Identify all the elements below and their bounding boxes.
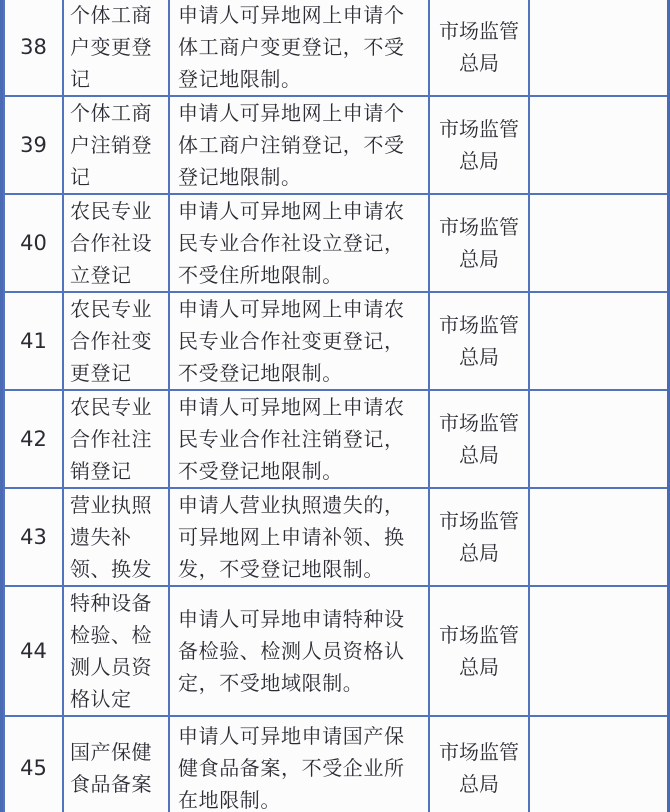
responsible-department: 市场监管总局 (439, 313, 519, 369)
table-row (4, 716, 668, 812)
row-number: 45 (4, 716, 63, 812)
table-row (4, 586, 668, 716)
table-row (4, 0, 668, 96)
responsible-department: 市场监管总局 (439, 117, 519, 173)
table-row (4, 194, 668, 292)
empty-cell (529, 586, 668, 716)
table-row (4, 96, 668, 194)
empty-cell (529, 194, 668, 292)
item-description: 申请人可异地网上申请个体工商户变更登记，不受登记地限制。 (178, 3, 405, 91)
item-name: 国产保健食品备案 (70, 740, 152, 796)
empty-cell (529, 0, 668, 96)
empty-cell (529, 292, 668, 390)
item-name: 个体工商户注销登记 (70, 101, 152, 189)
row-number: 44 (4, 586, 63, 716)
item-description: 申请人可异地网上申请农民专业合作社变更登记，不受登记地限制。 (178, 297, 405, 385)
row-number: 41 (4, 292, 63, 390)
item-name: 农民专业合作社注销登记 (70, 395, 152, 483)
empty-cell (529, 716, 668, 812)
row-number: 38 (4, 0, 63, 96)
responsible-department: 市场监管总局 (439, 740, 519, 796)
row-number: 39 (4, 96, 63, 194)
empty-cell (529, 96, 668, 194)
item-name: 特种设备检验、检测人员资格认定 (70, 591, 152, 711)
item-description: 申请人可异地网上申请农民专业合作社注销登记，不受登记地限制。 (178, 395, 405, 483)
item-name: 营业执照遗失补领、换发 (70, 493, 152, 581)
item-name: 农民专业合作社变更登记 (70, 297, 152, 385)
responsible-department: 市场监管总局 (439, 411, 519, 467)
item-description: 申请人可异地申请特种设备检验、检测人员资格认定，不受地域限制。 (178, 607, 405, 695)
row-number: 42 (4, 390, 63, 488)
responsible-department: 市场监管总局 (439, 19, 519, 75)
table-row (4, 390, 668, 488)
responsible-department: 市场监管总局 (439, 623, 519, 679)
item-name: 个体工商户变更登记 (70, 3, 152, 91)
responsible-department: 市场监管总局 (439, 509, 519, 565)
item-description: 申请人可异地网上申请个体工商户注销登记，不受登记地限制。 (178, 101, 405, 189)
table-row (4, 488, 668, 586)
item-name: 农民专业合作社设立登记 (70, 199, 152, 287)
item-description: 申请人可异地网上申请农民专业合作社设立登记，不受住所地限制。 (178, 199, 405, 287)
service-items-table (3, 0, 669, 812)
responsible-department: 市场监管总局 (439, 215, 519, 271)
row-number: 43 (4, 488, 63, 586)
row-number: 40 (4, 194, 63, 292)
empty-cell (529, 488, 668, 586)
item-description: 申请人营业执照遗失的，可异地网上申请补领、换发，不受登记地限制。 (178, 493, 405, 581)
table-row (4, 292, 668, 390)
empty-cell (529, 390, 668, 488)
item-description: 申请人可异地申请国产保健食品备案，不受企业所在地限制。 (178, 724, 405, 812)
